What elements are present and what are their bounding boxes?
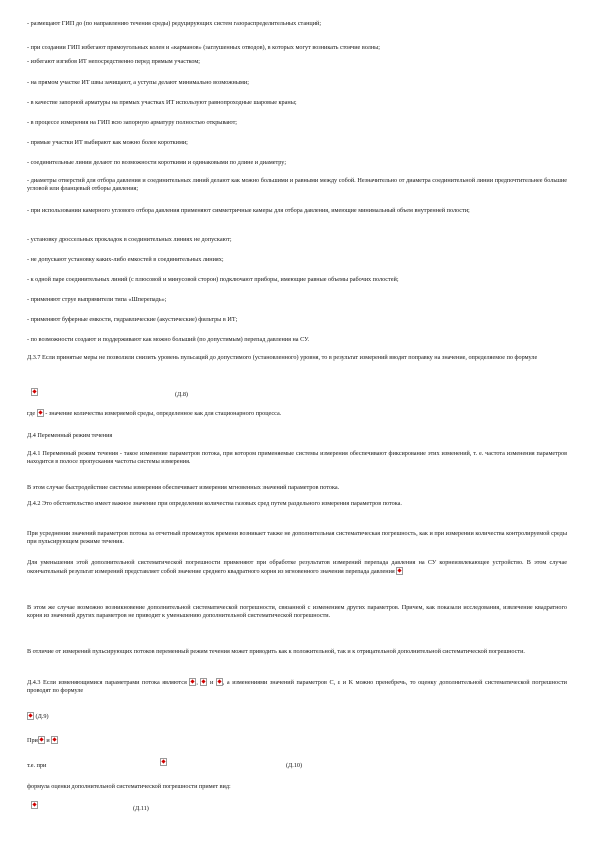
- when-line: При и: [27, 736, 58, 745]
- paragraph-d4-4: При усреднении значений параметров потока за отчетный промежуток времени возникает также не дополнительная систематическая погрешность, как и при измерении количества контролируемой среды при пульсирующем режиме течения.: [27, 530, 567, 546]
- formula-image-icon: [160, 758, 167, 766]
- symbol-image-icon: [37, 409, 44, 417]
- paragraph-d37: Д.3.7 Если принятые меры не позволили снизить уровень пульсаций до допустимого (установленного) уровня, то в результат измерений вводят поправку на значение, определяемое по формуле: [27, 354, 538, 361]
- paragraph-d4-6: В этом же случае возможно возникновение дополнительной систематической погрешности, связанной с изменением других параметров. Причем, как показали исследования, извлечение квадратного корня из значений других параметров не приводит к уменьшению дополнительной систематической погрешности.: [27, 604, 567, 620]
- formula-number-d8: (Д.8): [175, 391, 188, 398]
- paragraph-14: - применяют струе выпрямители типа «Шперепадь»;: [27, 296, 167, 303]
- symbol-image-icon: [189, 678, 196, 686]
- paragraph-d4-5: Для уменьшения этой дополнительной систематической погрешности применяют при обработке результатов измерений перепада давления на СУ корнеизвлекающее устройство. В этом случае окончательный результат измерений представляет собой значение среднего квадратного корня из мгновенного значения перепада давления: [27, 559, 567, 576]
- paragraph-11: - установку дроссельных прокладок в соединительных линиях не допускают;: [27, 236, 232, 243]
- formula-number-d11: (Д.11): [133, 805, 149, 812]
- paragraph-d4-7: В отличие от измерений пульсирующих потоков переменный режим течения может приводить как к положительной, так и к отрицательной дополнительной систематической погрешности.: [27, 648, 525, 655]
- paragraph-d41: Д.4.1 Переменный режим течения - такое изменение параметров потока, при котором применяемые системы измерения обеспечивают фиксирование этих изменений, т. е. частота изменения параметров находится в полосе пропускания частоты системы измерения.: [27, 450, 567, 466]
- symbol-image-icon: [200, 678, 207, 686]
- paragraph-d43: Д.4.3 Если изменяющимися параметрами потока являются , и , а изменениями значений параметров C, ε и K можно пренебречь, то оценку дополнительной систематической погрешности проводят по формуле: [27, 679, 567, 695]
- symbol-image-icon: [38, 736, 45, 744]
- formula-image-icon: [396, 567, 403, 575]
- ie-label: т.е. при: [27, 762, 47, 769]
- where-line: где - значение количества измеряемой среды, определенное как для стационарного процесса.: [27, 410, 282, 417]
- paragraph-d4-2: В этом случае быстродействие системы измерения обеспечивает измерения мгновенных значений параметров потока.: [27, 484, 340, 491]
- section-heading-d4: Д.4 Переменный режим течения: [27, 432, 113, 439]
- symbol-image-icon: [51, 736, 58, 744]
- paragraph-8: - соединительные линии делают по возможности короткими и одинаковыми по длине и диаметру;: [27, 159, 287, 166]
- paragraph-5: - в качестве запорной арматуры на прямых участках ИТ используют равнопроходные шаровые краны;: [27, 99, 297, 106]
- formula-d11: [31, 801, 38, 810]
- paragraph-16: - по возможности создают и поддерживают как можно больший (по допустимым) перепад давления на СУ.: [27, 336, 310, 343]
- formula-number-d10: (Д.10): [286, 762, 303, 769]
- paragraph-9: - диаметры отверстий для отбора давления и соединительных линий делают как можно большими и равными между собой. Незначительно от диаметра соединительной линии предпочтительнее большие угловой или фланцевый отборы давления;: [27, 177, 567, 193]
- paragraph-formula-estimate: формула оценки дополнительной систематической погрешности примет вид:: [27, 783, 231, 790]
- formula-image-icon: [31, 388, 38, 396]
- paragraph-13: - к одной паре соединительных линий (с плюсовой и минусовой сторон) подключают приборы, имеющие равные объемы рабочих полостей;: [27, 276, 399, 283]
- paragraph-4: - на прямом участке ИТ швы зачищают, а уступы делают минимально возможными;: [27, 79, 249, 86]
- paragraph-d42: Д.4.2 Это обстоятельство имеет важное значение при определении количества газовых сред путем раздельного измерения параметров потока.: [27, 500, 402, 507]
- formula-d8: [31, 388, 38, 397]
- symbol-image-icon: [216, 678, 223, 686]
- paragraph-2: - при создании ГИП избегают прямоугольных колен и «карманов» (заглушенных отводов), в которых могут возникать стоячие волны;: [27, 44, 381, 51]
- formula-d10: [160, 758, 167, 767]
- paragraph-15: - применяют буферные емкости, гидравлические (акустические) фильтры в ИТ;: [27, 316, 238, 323]
- paragraph-3: - избегают изгибов ИТ непосредственно перед прямым участком;: [27, 58, 200, 65]
- formula-image-icon: [27, 712, 34, 720]
- formula-image-icon: [31, 801, 38, 809]
- paragraph-10: - при использовании камерного углового отбора давления применяют симметричные камеры для отбора давления, имеющие минимальный объем внутренней полости;: [27, 207, 470, 214]
- formula-d9: (Д.9): [27, 712, 49, 721]
- paragraph-7: - прямые участки ИТ выбирают как можно более короткими;: [27, 139, 188, 146]
- paragraph-6: - в процессе измерения на ГИП всю запорную арматуру полностью открывают;: [27, 119, 237, 126]
- paragraph-12: - не допускают установку каких-либо емкостей в соединительных линиях;: [27, 256, 224, 263]
- paragraph-1: - размещают ГИП до (по направлению течения среды) редуцирующих систем газораспределительных станций;: [27, 20, 322, 27]
